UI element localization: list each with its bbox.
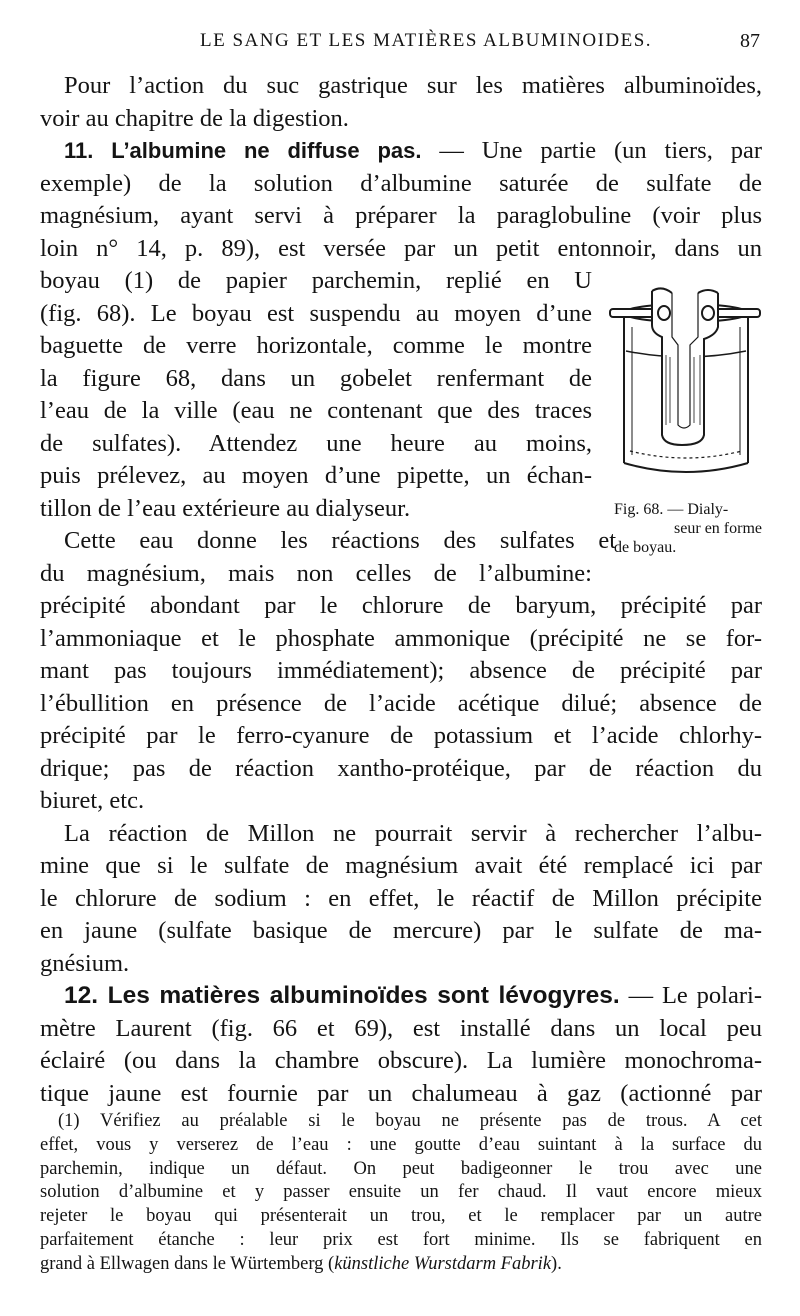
text-line: baguette de verre horizontale, comme le montre (40, 332, 592, 359)
text-line: boyau (1) de papier parchemin, replié en U (40, 267, 592, 294)
footnote-line (40, 1253, 762, 1277)
dialyzer-illustration (606, 285, 766, 490)
text-line: Pour l’action du suc gastrique sur les matières albuminoïdes, (64, 72, 762, 99)
section-heading-12: 12. Les matières albuminoïdes sont lévogyres. (64, 982, 620, 1009)
footnote-line: parfaitement étanche : leur prix est fort minime. Ils se fabriquent en (40, 1229, 762, 1250)
text-line: gnésium. (40, 949, 130, 977)
footnote-line: parchemin, indique un défaut. On peut badigeonner le trou avec une (40, 1158, 762, 1179)
footnote-1 (40, 1110, 762, 1277)
text-line: (fig. 68). Le boyau est suspendu au moyen d’une (40, 299, 592, 327)
figure-caption (606, 500, 766, 557)
figure-68 (606, 285, 766, 557)
section-heading-11: 11. L’albumine ne diffuse pas. (64, 138, 422, 163)
italic-text-run: künstliche Wurstdarm Fabrik (334, 1253, 552, 1274)
footnote-line: solution d’albumine et y passer ensuite un fer chaud. Il vaut encore mieux (40, 1182, 762, 1203)
text-run: ). (551, 1253, 562, 1274)
text-run: — Une partie (un tiers, par (421, 137, 762, 164)
text-line: Cette eau donne les réactions des sulfates et (64, 527, 616, 554)
text-line: loin n° 14, p. 89), est versée par un petit entonnoir, dans un (40, 234, 762, 262)
text-run: grand à Ellwagen dans le Würtemberg ( (40, 1253, 335, 1274)
text-line: mine que si le sulfate de magnésium avait été remplacé ici par (40, 852, 762, 879)
text-run: — Le polari- (619, 982, 762, 1009)
text-line: précipité par le ferro-cyanure de potassium et l’acide chlorhy- (40, 722, 762, 749)
footnote-line: (1) Vérifiez au préalable si le boyau ne présente pas de trous. A cet (58, 1111, 762, 1131)
page-number: 87 (740, 30, 760, 52)
section-12-first-line (40, 980, 762, 1013)
text-line: mant pas toujours immédiatement); absence de précipité par (40, 657, 762, 684)
text-line: puis prélevez, au moyen d’une pipette, un échan- (40, 462, 592, 489)
footnote-line: effet, vous y verserez de l’eau : une goutte d’eau suintant à la surface du (40, 1134, 762, 1155)
body-text (40, 70, 762, 1110)
text-line: tique jaune est fournie par un chalumeau à gaz (actionné par (40, 1079, 762, 1107)
text-line: l’ammoniaque et le phosphate ammonique (précipité ne se for- (40, 624, 762, 652)
caption-line: Fig. 68. — Dialy- (614, 501, 729, 518)
text-line: de sulfates). Attendez une heure au moins, (40, 429, 592, 457)
text-line: tillon de l’eau extérieure au dialyseur. (40, 494, 411, 522)
caption-line: seur en forme (674, 520, 762, 537)
text-line: La réaction de Millon ne pourrait servir à rechercher l’albu- (64, 819, 762, 847)
text-line: magnésium, ayant servi à préparer la paraglobuline (voir plus (40, 202, 762, 229)
footnote-line: rejeter le boyau qui présenterait un trou, et le remplacer par un autre (40, 1206, 762, 1227)
running-header (40, 30, 760, 60)
text-line: voir au chapitre de la digestion. (40, 104, 349, 132)
text-line: en jaune (sulfate basique de mercure) par le sulfate de ma- (40, 917, 762, 944)
text-line: la figure 68, dans un gobelet renfermant de (40, 364, 592, 392)
text-line: précipité abondant par le chlorure de baryum, précipité par (40, 592, 762, 619)
text-line: l’eau de la ville (eau ne contenant que des traces (40, 397, 592, 424)
section-11-first-line (40, 135, 762, 168)
running-title: LE SANG ET LES MATIÈRES ALBUMINOIDES. (200, 30, 653, 51)
text-line: exemple) de la solution d’albumine saturée de sulfate de (40, 169, 762, 197)
text-line: l’ébullition en présence de l’acide acétique dilué; absence de (40, 689, 762, 717)
text-line: le chlorure de sodium : en effet, le réactif de Millon précipite (40, 884, 762, 912)
text-line: mètre Laurent (fig. 66 et 69), est installé dans un local peu (40, 1014, 762, 1042)
text-line: éclairé (ou dans la chambre obscure). La lumière monochroma- (40, 1047, 762, 1074)
text-line: drique; pas de réaction xantho-protéique, par de réaction du (40, 754, 762, 782)
text-line: du magnésium, mais non celles de l’albumine: (40, 559, 592, 587)
caption-line: de boyau. (614, 539, 677, 556)
text-line: biuret, etc. (40, 787, 145, 814)
